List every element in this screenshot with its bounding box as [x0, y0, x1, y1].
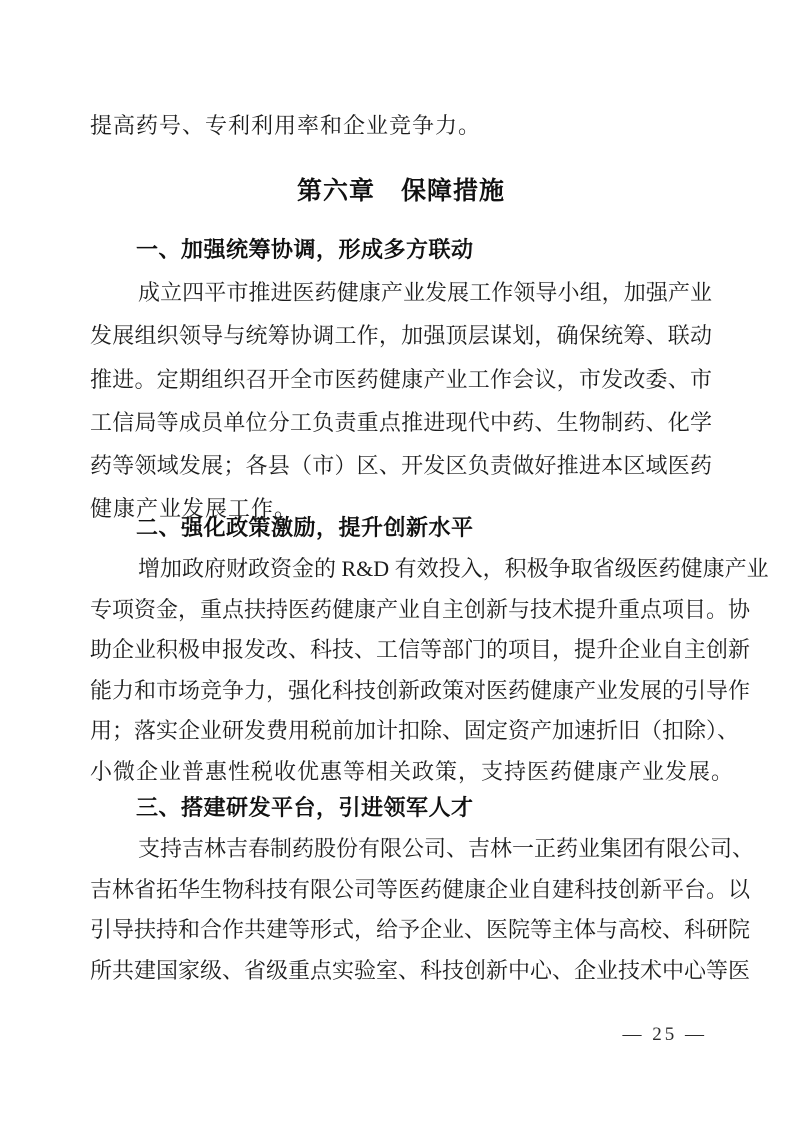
section-1-paragraph — [90, 271, 712, 531]
section-3-paragraph — [90, 829, 755, 991]
paragraph-line: 助企业积极申报发改、科技、工信等部门的项目，提升企业自主创新 — [90, 637, 751, 663]
section-3 — [90, 786, 755, 991]
section-1 — [90, 228, 712, 531]
paragraph-line: 专项资金，重点扶持医药健康产业自主创新与技术提升重点项目。协 — [90, 596, 751, 622]
paragraph-line: 用；落实企业研发费用税前加计扣除、固定资产加速折旧（扣除）、 — [90, 718, 740, 744]
chapter-heading: 第六章 保障措施 — [296, 177, 505, 205]
intro-paragraph-continuation-line: 提高药号、专利利用率和企业竞争力。 — [90, 113, 482, 138]
section-2-paragraph — [90, 549, 769, 793]
paragraph-line: 推进。定期组织召开全市医药健康产业工作会议，市发改委、市 — [90, 366, 712, 392]
paragraph-line: 健康产业发展工作。 — [90, 496, 298, 522]
paragraph-line: 能力和市场竞争力，强化科技创新政策对医药健康产业发展的引导作 — [90, 677, 751, 703]
section-3-heading: 三、搭建研发平台，引进领军人才 — [136, 795, 474, 820]
paragraph-line: 成立四平市推进医药健康产业发展工作领导小组，加强产业 — [138, 280, 712, 305]
paragraph-line: 吉林省拓华生物科技有限公司等医药健康企业自建科技创新平台。以 — [90, 876, 751, 902]
page-number: — 25 — — [622, 1024, 707, 1045]
paragraph-line: 小微企业普惠性税收优惠等相关政策，支持医药健康产业发展。 — [90, 758, 735, 784]
paragraph-line: 所共建国家级、省级重点实验室、科技创新中心、企业技术中心等医 — [90, 957, 751, 983]
section-2 — [90, 506, 769, 793]
section-1-heading: 一、加强统筹协调，形成多方联动 — [136, 237, 474, 262]
paragraph-line: 发展组织领导与统筹协调工作，加强顶层谋划，确保统筹、联动 — [90, 323, 712, 349]
paragraph-line: 支持吉林吉春制药股份有限公司、吉林一正药业集团有限公司、 — [138, 836, 755, 861]
paragraph-line: 引导扶持和合作共建等形式，给予企业、医院等主体与高校、科研院 — [90, 917, 751, 943]
paragraph-line: 工信局等成员单位分工负责重点推进现代中药、生物制药、化学 — [90, 409, 712, 435]
section-2-heading: 二、强化政策激励，提升创新水平 — [136, 515, 474, 540]
paragraph-line: 药等领域发展；各县（市）区、开发区负责做好推进本区域医药 — [90, 453, 712, 479]
paragraph-line: 增加政府财政资金的 R&D 有效投入，积极争取省级医药健康产业 — [138, 556, 769, 581]
